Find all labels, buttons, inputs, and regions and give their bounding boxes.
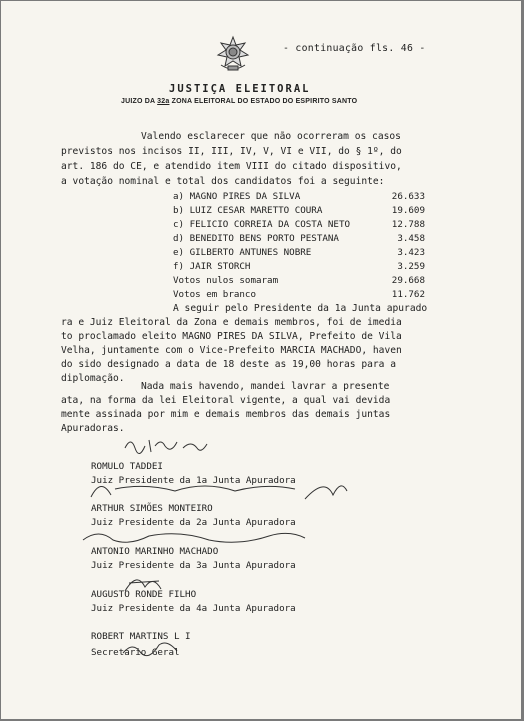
- intro-line: Valendo esclarecer que não ocorreram os casos: [141, 131, 401, 142]
- signatory-name: ROMULO TADDEI: [91, 461, 163, 472]
- closing-line: A seguir pelo Presidente da 1a Junta apurado: [173, 303, 428, 314]
- intro-line: previstos nos incisos II, III, IV, V, VI e VII, do § 1º, do: [61, 146, 402, 157]
- candidate-name: a) MAGNO PIRES DA SILVA: [173, 191, 301, 202]
- signatory-name: ARTHUR SIMÕES MONTEIRO: [91, 503, 213, 514]
- candidate-name: f) JAIR STORCH: [173, 261, 251, 272]
- signatory-role: Juiz Presidente da 3a Junta Apuradora: [91, 560, 296, 571]
- candidate-votes: 19.609: [391, 205, 425, 216]
- signatory-name: AUGUSTO RONDE FILHO: [91, 589, 197, 600]
- blank-votes-value: 11.762: [391, 289, 425, 300]
- zone-number: 32a: [157, 98, 170, 105]
- coat-of-arms-seal-icon: [215, 35, 251, 73]
- closing-line: Velha, juntamente com o Vice-Prefeito MARCIA MACHADO, haven: [61, 345, 402, 356]
- zone-prefix: JUIZO DA: [121, 98, 156, 105]
- candidate-votes: 3.423: [397, 247, 425, 258]
- closing-line: Nada mais havendo, mandei lavrar a presente: [141, 381, 390, 392]
- candidate-name: e) GILBERTO ANTUNES NOBRE: [173, 247, 312, 258]
- closing-line: diplomação.: [61, 373, 125, 384]
- candidate-votes: 12.788: [391, 219, 425, 230]
- candidate-name: b) LUIZ CESAR MARETTO COURA: [173, 205, 323, 216]
- candidate-votes: 26.633: [391, 191, 425, 202]
- zone-heading: [121, 98, 357, 105]
- handwritten-signature-3: [79, 526, 309, 548]
- closing-line: do sido designado a data de 18 deste as 19,00 horas para a: [61, 359, 397, 370]
- court-title: JUSTIÇA ELEITORAL: [169, 83, 311, 95]
- signatory-role: Juiz Presidente da 1a Junta Apuradora: [91, 475, 296, 486]
- signatory-role: Secretario Geral: [91, 647, 180, 658]
- intro-line: art. 186 do CE, e atendido item VIII do citado dispositivo,: [61, 161, 402, 172]
- candidate-name: d) BENEDITO BENS PORTO PESTANA: [173, 233, 339, 244]
- candidate-votes: 3.458: [397, 233, 425, 244]
- closing-line: ra e Juiz Eleitoral da Zona e demais membros, foi de imedia: [61, 317, 402, 328]
- closing-line: ata, na forma da lei Eleitoral vigente, a qual vai devida: [61, 395, 391, 406]
- closing-line: mente assinada por mim e demais membros das demais juntas: [61, 409, 391, 420]
- continuation-note: - continuação fls. 46 -: [283, 43, 426, 54]
- candidate-name: c) FELICIO CORREIA DA COSTA NETO: [173, 219, 351, 230]
- candidate-votes: 3.259: [397, 261, 425, 272]
- signatory-role: Juiz Presidente da 2a Junta Apuradora: [91, 517, 296, 528]
- closing-line: to proclamado eleito MAGNO PIRES DA SILVA, Prefeito de Vila: [61, 331, 402, 342]
- null-votes-label: Votos nulos somaram: [173, 275, 279, 286]
- zone-suffix: ZONA ELEITORAL DO ESTADO DO ESPIRITO SANTO: [171, 98, 358, 105]
- signatory-name: ROBERT MARTINS L I: [91, 631, 191, 642]
- handwritten-signature-1: [121, 434, 211, 458]
- null-votes-value: 29.668: [391, 275, 425, 286]
- intro-line: a votação nominal e total dos candidatos foi a seguinte:: [61, 176, 385, 187]
- blank-votes-label: Votos em branco: [173, 289, 256, 300]
- closing-line: Apuradoras.: [61, 423, 125, 434]
- signatory-name: ANTONIO MARINHO MACHADO: [91, 546, 219, 557]
- signatory-role: Juiz Presidente da 4a Junta Apuradora: [91, 603, 296, 614]
- document-page: [1, 1, 521, 719]
